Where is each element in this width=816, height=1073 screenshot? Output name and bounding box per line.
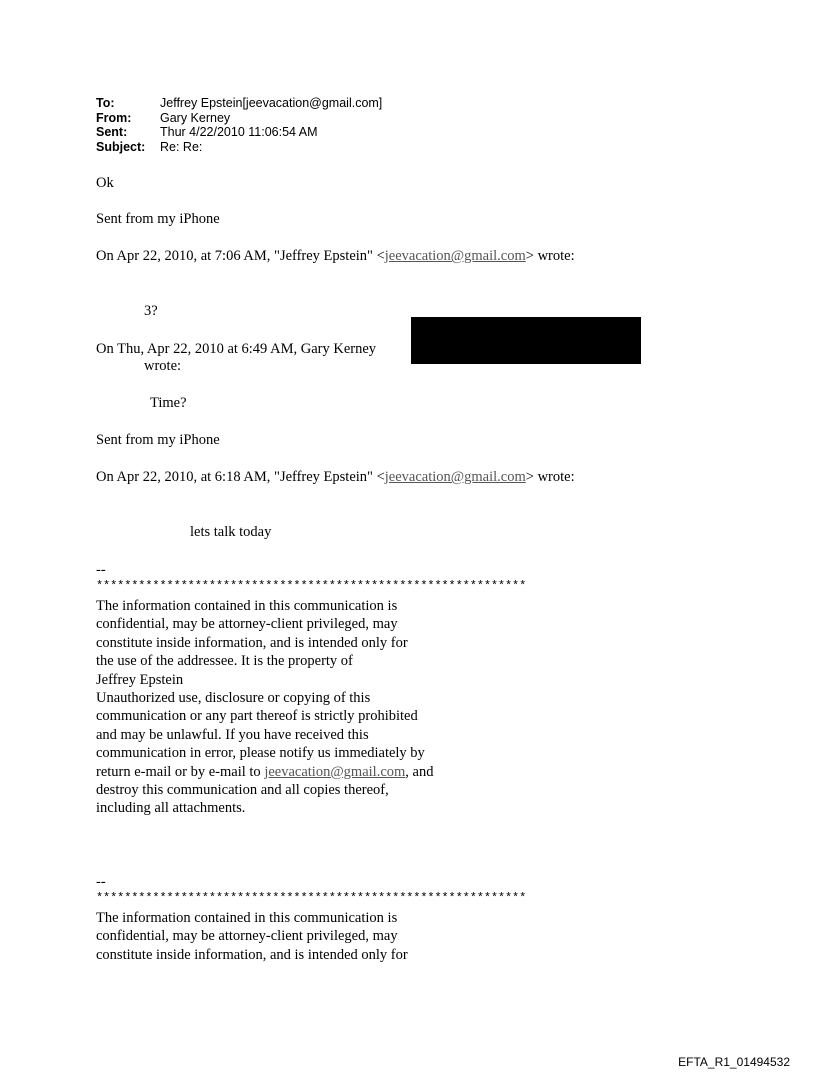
quote-header-1-prefix: On Apr 22, 2010, at 7:06 AM, "Jeffrey Epstein" <	[96, 248, 385, 264]
return-prefix: return e-mail or by e-mail to	[96, 763, 265, 780]
quote-header-3	[96, 469, 575, 486]
subject-label: Subject:	[96, 139, 146, 154]
disclaimer-1-line: The information contained in this communication is	[96, 598, 398, 614]
disclaimer-1-return-line	[96, 763, 516, 781]
asterisk-separator-1: *************************************************************	[96, 579, 527, 593]
disclaimer-1-line: communication in error, please notify us immediately by	[96, 745, 425, 762]
subject-row	[96, 140, 382, 155]
to-label: To:	[96, 96, 115, 110]
email-header	[96, 96, 382, 154]
disclaimer-2-line: confidential, may be attorney-client privileged, may	[96, 928, 398, 945]
disclaimer-1-line: confidential, may be attorney-client privileged, may	[96, 616, 398, 633]
disclaimer-1-line: Unauthorized use, disclosure or copying of this	[96, 690, 371, 707]
quote-header-1-suffix: > wrote:	[525, 248, 575, 264]
document-id: EFTA_R1_01494532	[678, 1055, 790, 1069]
quote-header-3-prefix: On Apr 22, 2010, at 6:18 AM, "Jeffrey Epstein" <	[96, 469, 385, 485]
disclaimer-1-line: and may be unlawful. If you have received this	[96, 726, 369, 743]
subject-value: Re: Re:	[160, 139, 203, 154]
disclaimer-1-line: destroy this communication and all copies thereof,	[96, 782, 389, 799]
asterisk-separator-2: *************************************************************	[96, 891, 527, 905]
quote-header-2-line1: On Thu, Apr 22, 2010 at 6:49 AM, Gary Kerney	[96, 341, 377, 357]
quote-header-1	[96, 248, 575, 265]
disclaimer-2-line: The information contained in this communication is	[96, 910, 398, 926]
disclaimer-2	[96, 909, 516, 964]
original-message: lets talk today	[190, 524, 272, 540]
from-row	[96, 111, 382, 126]
redaction-box	[411, 317, 641, 364]
to-value: Jeffrey Epstein[jeevacation@gmail.com]	[160, 96, 383, 110]
disclaimer-1-line: communication or any part thereof is strictly prohibited	[96, 708, 418, 725]
quote-header-2-line2: wrote:	[144, 358, 182, 374]
from-label: From:	[96, 110, 132, 125]
sent-value: Thur 4/22/2010 11:06:54 AM	[160, 125, 318, 139]
disclaimer-2-line: constitute inside information, and is intended only for	[96, 946, 408, 963]
from-value: Gary Kerney	[160, 110, 231, 125]
sent-label: Sent:	[96, 125, 128, 139]
disclaimer-1-line: the use of the addressee. It is the property of	[96, 653, 353, 670]
sent-from-iphone-2: Sent from my iPhone	[96, 432, 220, 448]
email-link-2[interactable]: jeevacation@gmail.com	[384, 469, 526, 485]
signature-dashes-2: --	[96, 874, 106, 890]
to-row	[96, 96, 382, 111]
quote-header-3-suffix: > wrote:	[525, 469, 575, 485]
disclaimer-1	[96, 597, 516, 818]
sent-row	[96, 125, 382, 140]
disclaimer-1-line: Jeffrey Epstein	[96, 671, 184, 688]
return-suffix: , and	[405, 763, 434, 780]
signature-dashes-1: --	[96, 562, 106, 578]
email-link-1[interactable]: jeevacation@gmail.com	[384, 248, 526, 264]
email-link-3[interactable]: jeevacation@gmail.com	[264, 763, 406, 780]
reply-3: 3?	[144, 303, 158, 319]
disclaimer-1-line: including all attachments.	[96, 800, 246, 817]
sent-from-iphone-1: Sent from my iPhone	[96, 211, 220, 227]
disclaimer-1-line: constitute inside information, and is intended only for	[96, 634, 408, 651]
reply-time: Time?	[150, 395, 187, 411]
reply-ok: Ok	[96, 175, 114, 191]
